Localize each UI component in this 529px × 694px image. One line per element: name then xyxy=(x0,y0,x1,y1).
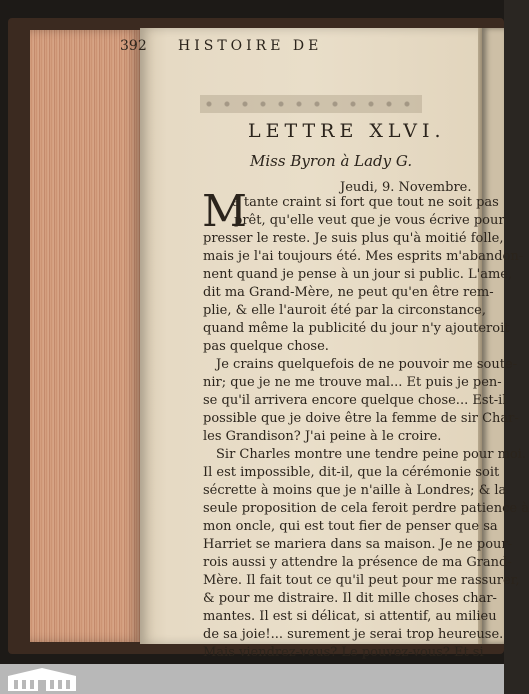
text-line: Mère. Il fait tout ce qu'il peut pour me rassurer, xyxy=(203,573,520,588)
footer-bar xyxy=(0,664,504,694)
text-line: mantes. Il est si délicat, si attentif, au milieu xyxy=(203,609,497,624)
page-number: 392 xyxy=(120,38,147,54)
letter-subtitle: Miss Byron à Lady G. xyxy=(250,152,413,170)
text-line: mon oncle, qui est tout fier de penser que sa xyxy=(203,519,498,534)
text-line: de sa joie!... surement je serai trop heureuse. xyxy=(203,627,504,642)
library-building-icon xyxy=(6,666,78,692)
text-line: nir; que je ne me trouve mal... Et puis je pen- xyxy=(203,375,502,390)
text-line: plie, & elle l'auroit été par la circonstance, xyxy=(203,303,487,318)
text-line: & pour me distraire. Il dit mille choses char- xyxy=(203,591,497,606)
ornament-band xyxy=(200,95,422,113)
text-line: Je crains quelquefois de ne pouvoir me soute- xyxy=(216,357,518,372)
text-line: a tante craint si fort que tout ne soit pas xyxy=(232,195,499,210)
text-line: Harriet se mariera dans sa maison. Je ne pour- xyxy=(203,537,512,552)
letter-date: Jeudi, 9. Novembre. xyxy=(340,180,472,195)
text-line: nent quand je pense à un jour si public. L'ame, xyxy=(203,267,513,282)
page-edges xyxy=(30,30,142,642)
text-line: prêt, qu'elle veut que je vous écrive pour xyxy=(234,213,505,228)
text-line: sécrette à moins que je n'aille à Londres; & la xyxy=(203,483,507,498)
drop-cap: M xyxy=(202,186,248,237)
letter-heading: LETTRE XLVI. xyxy=(248,120,446,142)
text-line: possible que je doive être la femme de sir Char- xyxy=(203,411,519,426)
text-line: quand même la publicité du jour n'y ajouteroit xyxy=(203,321,510,336)
text-line: rois aussi y attendre la présence de ma Grand- xyxy=(203,555,512,570)
text-line: presser le reste. Je suis plus qu'à moitié folle, xyxy=(203,231,504,246)
running-title: HISTOIRE DE xyxy=(178,38,323,54)
text-line: pas quelque chose. xyxy=(203,339,329,354)
text-line: Il est impossible, dit-il, que la cérémonie soit xyxy=(203,465,500,480)
text-line: se qu'il arrivera encore quelque chose... Est-il xyxy=(203,393,507,408)
text-line: Mais viendrez-vous? Le pouvez-vous? Et si xyxy=(203,645,484,660)
text-line: seule proposition de cela feroit perdre patience à xyxy=(203,501,529,516)
text-line: Sir Charles montre une tendre peine pour moi. xyxy=(216,447,527,462)
text-line: mais je l'ai toujours été. Mes esprits m'abandon- xyxy=(203,249,524,264)
text-line: les Grandison? J'ai peine à le croire. xyxy=(203,429,442,444)
text-line: dit ma Grand-Mère, ne peut qu'en être rem- xyxy=(203,285,494,300)
